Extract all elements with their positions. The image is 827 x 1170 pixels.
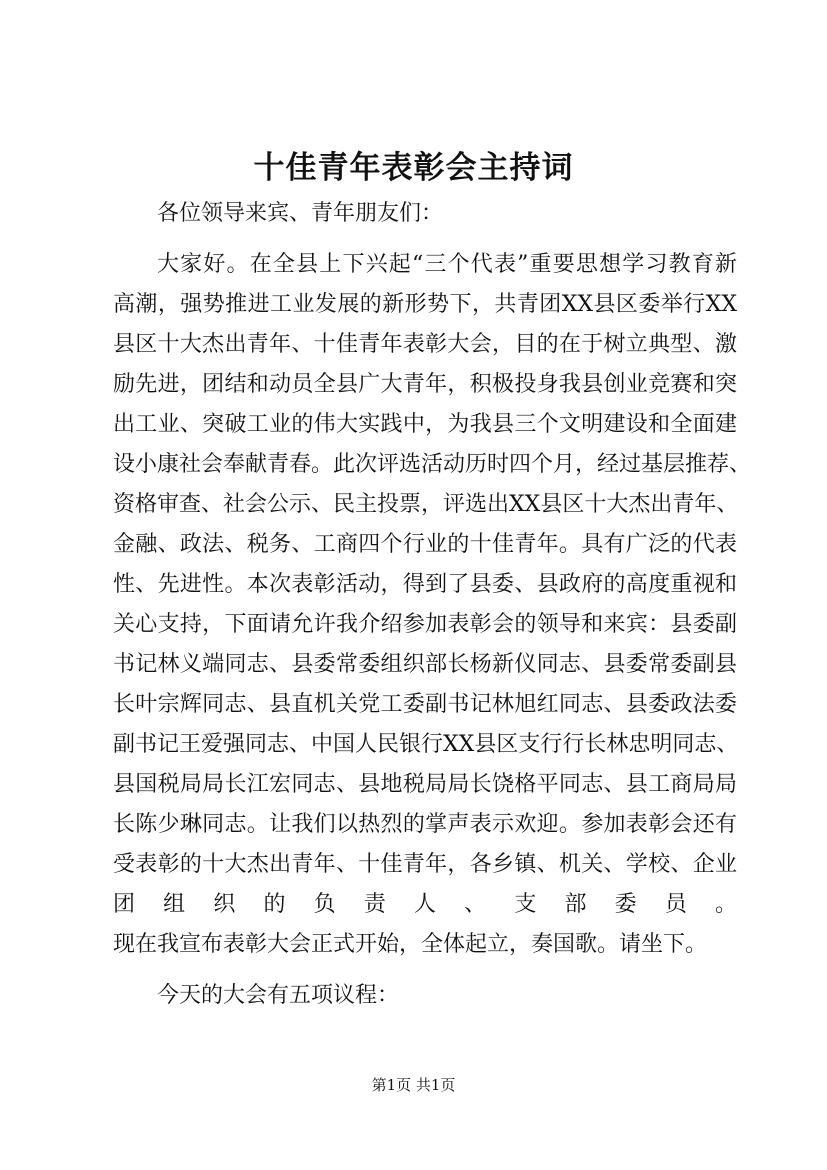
- paragraph-line: 团组织的负责人、支部委员。: [113, 892, 737, 917]
- paragraph-line: 受表彰的十大杰出青年、十佳青年，各乡镇、机关、学校、企业: [113, 852, 737, 877]
- paragraph-line: 性、先进性。本次表彰活动，得到了县委、县政府的高度重视和: [113, 572, 737, 597]
- document-title: 十佳青年表彰会主持词: [253, 150, 574, 186]
- paragraph-line: 高潮，强势推进工业发展的新形势下，共青团XX县区委举行XX: [113, 292, 737, 317]
- agenda-intro-line: [113, 1027, 737, 1067]
- paragraph-line: 关心支持，下面请允许我介绍参加表彰会的领导和来宾：县委副: [113, 612, 737, 637]
- paragraph-line: 现在我宣布表彰大会正式开始，全体起立，奏国歌。请坐下。: [113, 932, 708, 957]
- paragraph-line: 出工业、突破工业的伟大实践中，为我县三个文明建设和全面建: [113, 412, 737, 437]
- page-footer: 第1页 共1页: [371, 1076, 456, 1094]
- greeting-line: 各位领导来宾、青年朋友们：: [157, 201, 444, 226]
- paragraph-line: 金融、政法、税务、工商四个行业的十佳青年。具有广泛的代表: [113, 532, 737, 557]
- paragraph-line: 书记林义端同志、县委常委组织部长杨新仪同志、县委常委副县: [113, 652, 737, 677]
- paragraph-line: 县国税局局长江宏同志、县地税局局长饶格平同志、县工商局局: [113, 772, 737, 797]
- paragraph-line: 大家好。在全县上下兴起“三个代表”重要思想学习教育新: [157, 252, 737, 277]
- paragraph-line: 设小康社会奉献青春。此次评选活动历时四个月，经过基层推荐、: [113, 452, 752, 477]
- announcement-line: 今天的大会有五项议程：: [157, 983, 400, 1008]
- paragraph-line: 县区十大杰出青年、十佳青年表彰大会，目的在于树立典型、激: [113, 332, 737, 357]
- paragraph-line: 长陈少琳同志。让我们以热烈的掌声表示欢迎。参加表彰会还有: [113, 812, 737, 837]
- document-body: [113, 194, 752, 1067]
- paragraph-line: 副书记王爱强同志、中国人民银行XX县区支行行长林忠明同志、: [113, 732, 739, 757]
- paragraph-line: 长叶宗辉同志、县直机关党工委副书记林旭红同志、县委政法委: [113, 692, 737, 717]
- paragraph-line: 资格审查、社会公示、民主投票，评选出XX县区十大杰出青年、: [113, 492, 739, 517]
- paragraph-line: 励先进，团结和动员全县广大青年，积极投身我县创业竞赛和突: [113, 372, 737, 397]
